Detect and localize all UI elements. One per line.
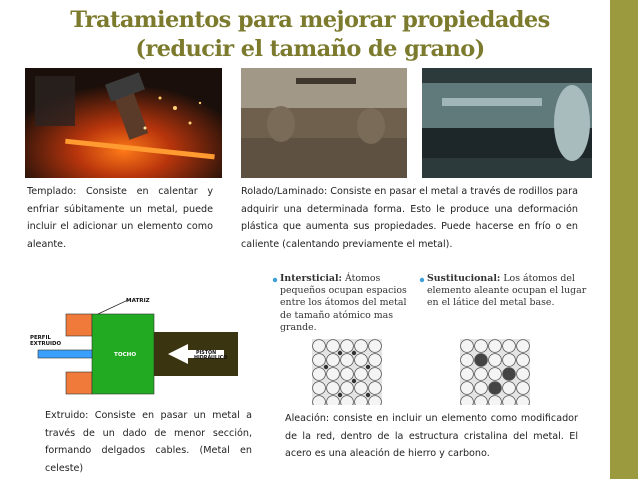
sustitucional-label: Sustitucional:	[427, 273, 501, 284]
base-atom	[461, 368, 474, 381]
base-atom	[517, 382, 530, 395]
base-atom	[461, 354, 474, 367]
base-atom	[475, 340, 488, 353]
base-atom	[341, 396, 354, 405]
interstitial-atom	[338, 393, 342, 397]
interstitial-atom	[338, 351, 342, 355]
templado-description: Templado: Consiste en calentar y enfriar súbitamente un metal, puede incluir el adicionar un elemento como aleante.	[27, 186, 213, 250]
base-atom	[369, 396, 382, 405]
interstitial-atom	[352, 379, 356, 383]
alloy-diagram	[272, 271, 602, 409]
rolling-mill-photo	[241, 68, 407, 178]
sustitucional-text: Los átomos del elemento aleante ocupan el lugar en el látice del metal base.	[427, 273, 587, 309]
aleacion-description: Aleación: consiste en incluir un elemento como modificador de la red, dentro de la estructura cristalina del metal. El acero es una aleación de hierro y carbono.	[285, 413, 578, 459]
base-atom	[341, 368, 354, 381]
perfil-label-2: EXTRUIDO	[30, 341, 62, 347]
base-atom	[489, 368, 502, 381]
interstitial-lattice	[312, 339, 382, 405]
base-atom	[475, 382, 488, 395]
intersticial-text: Átomos pequeños ocupan espacios entre los átomos del metal de tamaño atómico mas grande.	[280, 273, 407, 333]
piston-label-1: PISTÓN	[196, 351, 217, 356]
base-atom	[517, 340, 530, 353]
interstitial-atom	[366, 365, 370, 369]
perfil-label-1: PERFIL	[30, 335, 51, 341]
base-atom	[313, 396, 326, 405]
substitutional-lattice	[460, 339, 530, 405]
base-atom	[517, 396, 530, 405]
alloy-atom	[503, 368, 516, 381]
base-atom	[327, 382, 340, 395]
base-atom	[369, 340, 382, 353]
base-atom	[327, 340, 340, 353]
base-atom	[461, 340, 474, 353]
base-atom	[355, 340, 368, 353]
title-line-1: Tratamientos para mejorar propiedades	[70, 7, 550, 33]
base-atom	[341, 340, 354, 353]
interstitial-atom	[366, 393, 370, 397]
base-atom	[369, 368, 382, 381]
extrusion-diagram	[28, 294, 246, 404]
base-atom	[313, 340, 326, 353]
base-atom	[489, 340, 502, 353]
rolado-description: Rolado/Laminado: Consiste en pasar el metal a través de rodillos para adquirir una determinada forma. Esto le produce una deformación plástica que aumenta sus propiedades. Puede hacerse en frío o en caliente (calentando previamente el metal).	[241, 186, 578, 250]
base-atom	[503, 382, 516, 395]
base-atom	[489, 354, 502, 367]
base-atom	[369, 354, 382, 367]
slide-title	[20, 6, 600, 64]
base-atom	[327, 354, 340, 367]
alloy-atom	[489, 382, 502, 395]
base-atom	[341, 354, 354, 367]
base-atom	[461, 382, 474, 395]
base-atom	[327, 368, 340, 381]
matriz-label: MATRIZ	[126, 298, 150, 304]
sheet-rolling-photo	[422, 68, 592, 178]
base-atom	[461, 396, 474, 405]
base-atom	[355, 396, 368, 405]
interstitial-atom	[352, 351, 356, 355]
base-atom	[475, 396, 488, 405]
alloy-atom	[475, 354, 488, 367]
intersticial-label: Intersticial:	[280, 273, 342, 284]
extruido-description: Extruido: Consiste en pasar un metal a través de un dado de menor sección, formando delgados cables. (Metal en celeste)	[45, 410, 252, 474]
base-atom	[355, 354, 368, 367]
base-atom	[355, 368, 368, 381]
base-atom	[489, 396, 502, 405]
piston-label-2: HIDRÁULICO	[194, 356, 228, 361]
base-atom	[517, 368, 530, 381]
base-atom	[369, 382, 382, 395]
base-atom	[341, 382, 354, 395]
sidebar-accent	[610, 0, 638, 479]
tocho-label: TOCHO	[114, 352, 137, 358]
base-atom	[313, 382, 326, 395]
base-atom	[355, 382, 368, 395]
base-atom	[503, 354, 516, 367]
base-atom	[517, 354, 530, 367]
base-atom	[313, 354, 326, 367]
title-line-2: (reducir el tamaño de grano)	[135, 36, 485, 62]
forge-photo	[25, 68, 222, 178]
base-atom	[327, 396, 340, 405]
base-atom	[503, 340, 516, 353]
base-atom	[503, 396, 516, 405]
interstitial-atom	[324, 365, 328, 369]
base-atom	[313, 368, 326, 381]
base-atom	[475, 368, 488, 381]
